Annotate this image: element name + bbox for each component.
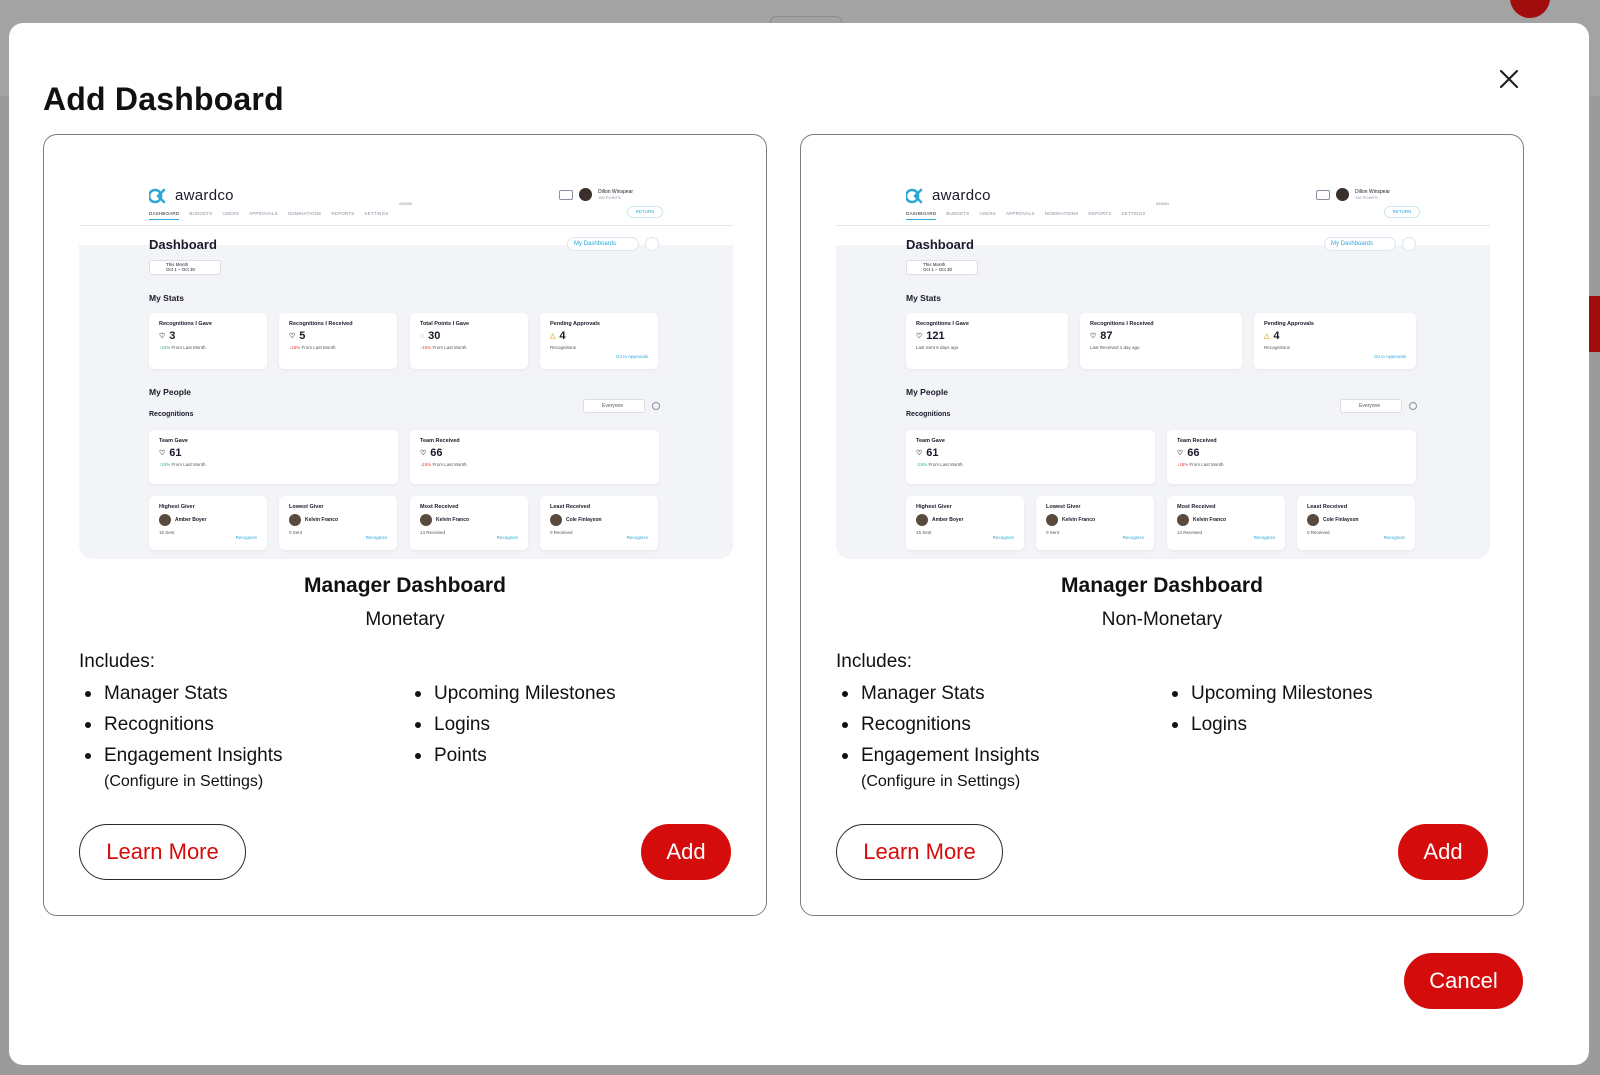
list-item: Upcoming Milestones — [409, 678, 616, 709]
preview-recognize-link: Recognize — [1253, 535, 1275, 540]
preview-recognitions-label: Recognitions — [149, 411, 194, 418]
preview-person-title: Lowest Giver — [1046, 504, 1081, 510]
preview-stat-card: Recognitions I Received ♡ 5 ↓15% From Last Month — [279, 313, 397, 369]
preview-header — [836, 173, 1490, 245]
preview-stat-trend-text: From Last Month — [171, 345, 206, 350]
preview-team-card: Team Gave ♡ 61 ↑24% From Last Month — [149, 430, 398, 484]
preview-divider — [836, 225, 1490, 226]
preview-stat-value: 66 — [430, 447, 443, 459]
preview-stat-label: Team Gave — [159, 438, 188, 444]
preview-nav-item: DASHBOARD — [149, 211, 179, 220]
preview-person-title: Highest Giver — [159, 504, 195, 510]
preview-date-range: Oct 1 – Oct 30 — [166, 266, 196, 272]
list-item: Points — [409, 740, 616, 771]
preview-stat-trend-text: Last Received 1 day ago — [1090, 345, 1140, 350]
includes-list — [836, 678, 1040, 771]
preview-stat-value: 61 — [169, 447, 182, 459]
preview-stat-trend-text: From Last Month — [171, 462, 206, 467]
dashboard-card-monetary — [43, 134, 767, 916]
includes-label: Includes: — [836, 651, 913, 672]
preview-person-title: Least Received — [1307, 504, 1348, 510]
preview-date-label: This Month — [166, 262, 189, 267]
preview-stat-trend-text: From Last Month — [301, 345, 336, 350]
preview-person-name: Cole Finlayson — [566, 517, 602, 523]
preview-stat-card — [1080, 313, 1242, 369]
preview-my-dashboards: My Dashboards — [567, 237, 639, 251]
preview-stat-label: Total Points I Gave — [420, 321, 470, 327]
list-item: Engagement Insights — [836, 740, 1040, 771]
preview-nav-item: BUDGETS — [946, 211, 970, 216]
preview-person-card — [1167, 496, 1285, 550]
avatar — [579, 188, 592, 201]
preview-stat-card: Total Points I Gave ◌ 30 ↓15% From Last Month — [410, 313, 528, 369]
preview-person-title: Lowest Giver — [289, 504, 324, 510]
preview-nav-item: SETTINGS — [1121, 211, 1146, 216]
preview-person-card — [540, 496, 658, 550]
dashboard-card-non-monetary — [800, 134, 1524, 916]
preview-stat-label: Recognitions I Received — [1090, 321, 1154, 327]
preview-stat-value: 66 — [1187, 447, 1200, 459]
preview-person-card — [1036, 496, 1154, 550]
info-icon — [652, 402, 660, 410]
preview-heading: Dashboard — [149, 237, 217, 252]
preview-person-title: Least Received — [550, 504, 591, 510]
preview-person-meta: 14 Received — [420, 530, 446, 535]
preview-stat-trend-text: From Last Month — [432, 462, 467, 467]
preview-person-name: Kelvin Franco — [436, 517, 470, 523]
add-button[interactable]: Add — [641, 824, 731, 880]
card-title: Manager Dashboard — [304, 574, 506, 597]
avatar — [916, 514, 928, 526]
list-item: Logins — [409, 709, 616, 740]
preview-nav-item: APPROVALS — [248, 211, 278, 216]
preview-person-name: Amber Boyer — [932, 517, 964, 523]
card-subtitle: Monetary — [365, 609, 445, 630]
preview-person-meta: 0 Received — [550, 530, 573, 535]
trophy-icon: ♡ — [420, 450, 427, 457]
preview-my-dashboards: My Dashboards — [1324, 237, 1396, 251]
preview-my-stats: My Stats — [149, 293, 184, 303]
preview-person-meta: 0 Sent — [289, 530, 303, 535]
preview-date-picker — [906, 260, 978, 275]
preview-person-name: Kelvin Franco — [1193, 517, 1227, 523]
includes-note: (Configure in Settings) — [104, 773, 264, 790]
preview-everyone-select: Everyone — [1340, 399, 1402, 413]
preview-nav-item: BUDGETS — [189, 211, 213, 216]
list-item: Recognitions — [836, 709, 1040, 740]
preview-person-meta: 15 Sent — [916, 530, 932, 535]
trophy-icon: ♡ — [1177, 450, 1184, 457]
list-item: Upcoming Milestones — [1166, 678, 1373, 709]
points-icon: ◌ — [420, 332, 425, 340]
preview-team-card: Team Received ♡ 66 ↓15% From Last Month — [410, 430, 659, 484]
preview-date-picker — [149, 260, 221, 275]
preview-person-card — [149, 496, 267, 550]
preview-person-card — [1297, 496, 1415, 550]
info-icon — [1409, 402, 1417, 410]
preview-stat-value: 87 — [1100, 330, 1113, 342]
preview-person-card — [279, 496, 397, 550]
gear-icon — [645, 237, 659, 251]
preview-person-meta: 0 Sent — [1046, 530, 1060, 535]
awardco-logo: awardco — [149, 187, 234, 204]
preview-user-name: Dillon Winspear — [598, 189, 634, 195]
list-item: Manager Stats — [79, 678, 283, 709]
preview-stat-label: Team Received — [1177, 438, 1217, 444]
list-item: Logins — [1166, 709, 1373, 740]
trophy-icon: ♡ — [916, 450, 923, 457]
add-dashboard-modal — [9, 23, 1589, 1065]
preview-everyone-select: Everyone — [583, 399, 645, 413]
preview-stat-label: Pending Approvals — [550, 321, 600, 327]
preview-stat-card — [906, 313, 1068, 369]
preview-stat-trend: 15% — [422, 462, 432, 467]
preview-person-meta: 15 Sent — [159, 530, 175, 535]
preview-stat-trend: 15% — [422, 345, 432, 350]
preview-person-card — [906, 496, 1024, 550]
preview-stat-label: Recognitions I Gave — [916, 321, 969, 327]
includes-list — [1166, 678, 1373, 740]
dashboard-preview-image — [79, 173, 733, 559]
preview-stat-trend: 15% — [291, 345, 301, 350]
preview-stat-card: Recognitions I Gave ♡ 3 ↑24% From Last Month — [149, 313, 267, 369]
preview-stat-trend-text: From Last Month — [928, 462, 963, 467]
close-icon[interactable] — [1493, 63, 1525, 95]
gear-icon — [1402, 237, 1416, 251]
preview-stat-trend: 15% — [1179, 462, 1189, 467]
preview-my-people: My People — [906, 387, 949, 397]
preview-recognize-link: Recognize — [235, 535, 257, 540]
preview-team-card: Team Gave ♡ 61 ↑24% From Last Month — [906, 430, 1155, 484]
includes-label: Includes: — [79, 651, 156, 672]
preview-heading: Dashboard — [906, 237, 974, 252]
preview-user — [1316, 188, 1390, 201]
avatar — [550, 514, 562, 526]
preview-nav-item: SETTINGS — [364, 211, 389, 216]
preview-stat-value: 30 — [428, 330, 441, 342]
awardco-logo: awardco — [906, 187, 991, 204]
preview-recognize-link: Recognize — [1122, 535, 1144, 540]
preview-nav — [906, 211, 1146, 220]
list-item: Manager Stats — [836, 678, 1040, 709]
preview-my-stats: My Stats — [906, 293, 941, 303]
learn-more-button[interactable]: Learn More — [79, 824, 246, 880]
preview-user — [559, 188, 633, 201]
preview-stat-value: 61 — [926, 447, 939, 459]
avatar — [420, 514, 432, 526]
preview-recognize-link: Recognize — [626, 535, 648, 540]
preview-stat-value: 5 — [299, 330, 306, 342]
preview-stat-trend-text: From Last Month — [1189, 462, 1224, 467]
preview-stat-trend: 24% — [161, 462, 171, 467]
preview-stat-trend: 24% — [918, 462, 928, 467]
card-subtitle: Non-Monetary — [1101, 609, 1223, 630]
preview-user-name: Dillon Winspear — [1355, 189, 1391, 195]
preview-person-title: Most Received — [1177, 504, 1216, 510]
preview-person-meta: 0 Received — [1307, 530, 1330, 535]
learn-more-button[interactable]: Learn More — [836, 824, 1003, 880]
preview-stat-value: 3 — [169, 330, 176, 342]
preview-return-button: RETURN — [1384, 206, 1420, 218]
preview-person-name: Kelvin Franco — [305, 517, 339, 523]
preview-user-points: 150 POINTS — [1355, 195, 1378, 200]
trophy-icon: ♡ — [289, 333, 296, 340]
preview-return-button: RETURN — [627, 206, 663, 218]
preview-stat-card — [1254, 313, 1416, 369]
preview-my-people: My People — [149, 387, 192, 397]
preview-nav-item: REPORTS — [1088, 211, 1112, 216]
includes-list — [409, 678, 616, 771]
preview-stat-trend-text: Recognitions — [550, 345, 577, 350]
preview-stat-trend-text: Last Sent 6 days ago — [916, 345, 959, 350]
preview-stat-card — [540, 313, 658, 369]
preview-approvals-link: Go to Approvals — [1373, 354, 1406, 359]
preview-person-title: Most Received — [420, 504, 459, 510]
preview-header — [79, 173, 733, 245]
cancel-button[interactable]: Cancel — [1404, 953, 1523, 1009]
preview-stat-trend-text: Recognitions — [1264, 345, 1291, 350]
preview-stat-label: Team Received — [420, 438, 460, 444]
preview-nav-item: NOMINATIONS — [1044, 211, 1079, 216]
mail-icon — [1316, 190, 1330, 200]
includes-list — [79, 678, 283, 771]
trophy-icon: ♡ — [1090, 333, 1097, 340]
preview-team-card: Team Received ♡ 66 ↓15% From Last Month — [1167, 430, 1416, 484]
avatar — [1177, 514, 1189, 526]
avatar — [289, 514, 301, 526]
trophy-icon: ♡ — [916, 333, 923, 340]
preview-stat-label: Recognitions I Received — [289, 321, 353, 327]
avatar — [1307, 514, 1319, 526]
preview-person-name: Kelvin Franco — [1062, 517, 1096, 523]
preview-stat-label: Recognitions I Gave — [159, 321, 212, 327]
warning-icon: △ — [550, 333, 556, 340]
warning-icon: △ — [1264, 333, 1270, 340]
includes-note: (Configure in Settings) — [861, 773, 1021, 790]
preview-stat-trend: 24% — [161, 345, 171, 350]
preview-nav-item: REPORTS — [331, 211, 355, 216]
preview-person-title: Highest Giver — [916, 504, 952, 510]
preview-date-label: This Month — [923, 262, 946, 267]
preview-stat-label: Team Gave — [916, 438, 945, 444]
trophy-icon: ♡ — [159, 333, 166, 340]
avatar — [1336, 188, 1349, 201]
preview-recognitions-label: Recognitions — [906, 411, 951, 418]
avatar — [159, 514, 171, 526]
preview-admin-label: ADMIN — [1156, 201, 1169, 206]
preview-stat-value: 4 — [1273, 330, 1280, 342]
preview-stat-trend-text: From Last Month — [432, 345, 467, 350]
card-title: Manager Dashboard — [1061, 574, 1263, 597]
preview-stat-value: 4 — [559, 330, 566, 342]
preview-divider — [79, 225, 733, 226]
preview-nav — [149, 211, 389, 220]
preview-person-name: Cole Finlayson — [1323, 517, 1359, 523]
preview-person-name: Amber Boyer — [175, 517, 207, 523]
preview-date-range: Oct 1 – Oct 30 — [923, 266, 953, 272]
preview-nav-item: APPROVALS — [1005, 211, 1035, 216]
list-item: Engagement Insights — [79, 740, 283, 771]
preview-nav-item: NOMINATIONS — [287, 211, 322, 216]
list-item: Recognitions — [79, 709, 283, 740]
mail-icon — [559, 190, 573, 200]
avatar — [1046, 514, 1058, 526]
preview-stat-label: Pending Approvals — [1264, 321, 1314, 327]
preview-recognize-link: Recognize — [992, 535, 1014, 540]
preview-recognize-link: Recognize — [1383, 535, 1405, 540]
modal-title: Add Dashboard — [43, 81, 284, 117]
add-button[interactable]: Add — [1398, 824, 1488, 880]
preview-user-points: 150 POINTS — [598, 195, 621, 200]
preview-nav-item: DASHBOARD — [906, 211, 936, 220]
preview-recognize-link: Recognize — [496, 535, 518, 540]
preview-nav-item: USERS — [222, 211, 239, 216]
preview-person-card — [410, 496, 528, 550]
dashboard-preview-image — [836, 173, 1490, 559]
preview-admin-label: ADMIN — [399, 201, 412, 206]
preview-approvals-link: Go to Approvals — [615, 354, 648, 359]
preview-person-meta: 14 Received — [1177, 530, 1203, 535]
preview-stat-value: 121 — [926, 330, 945, 342]
preview-recognize-link: Recognize — [365, 535, 387, 540]
preview-nav-item: USERS — [979, 211, 996, 216]
trophy-icon: ♡ — [159, 450, 166, 457]
